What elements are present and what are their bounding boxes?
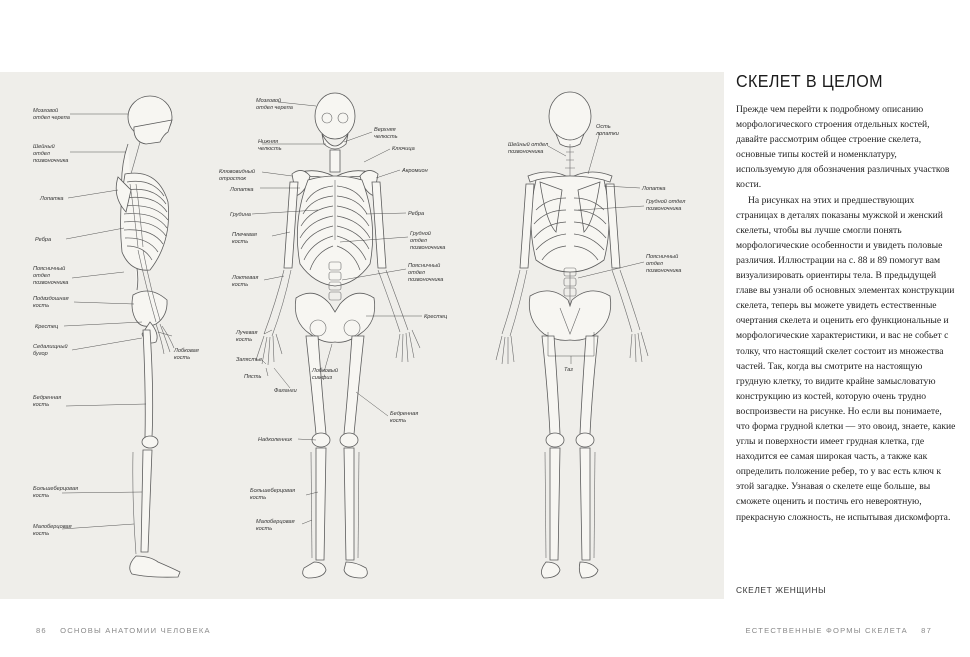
label-back-spine-of-scapula-2: лопатки <box>596 131 619 137</box>
label-side-tibia-1: Большеберцовая <box>33 486 79 492</box>
paragraph-1: Прежде чем перейти к подробному описанию морфологического строения отдельных костей, давайте рассмотрим общее строение скелета, основные типы костей и номенклатуру, используемую для обозначения различных участков кости. <box>736 104 950 191</box>
label-side-cervical-3: позвоночника <box>33 158 69 164</box>
label-side-femur-1: Бедренная <box>33 395 62 401</box>
label-side-pubic-2: кость <box>174 355 191 361</box>
back-skeleton <box>496 92 648 578</box>
label-front-fibula-1: Малоберцовая <box>256 519 295 525</box>
label-front-humerus-2: кость <box>232 239 249 245</box>
label-back-cervical-1: Шейный отдел <box>508 142 549 148</box>
label-front-radius-1: Лучевая <box>236 330 258 336</box>
skeleton-drawings <box>0 72 724 599</box>
label-front-tibia-2: кость <box>250 495 267 501</box>
label-front-thoracic-1: Грудной <box>410 231 431 237</box>
label-side-sacrum: Крестец <box>35 324 59 330</box>
folio-left <box>36 626 211 635</box>
label-side-lumbar-3: позвоночника <box>33 280 69 286</box>
label-side-skull-1: Мозговой <box>33 108 59 114</box>
label-front-mandible-2: челюсть <box>258 146 282 152</box>
page-number-left: 86 <box>36 626 47 635</box>
label-front-femur-2: кость <box>390 418 407 424</box>
label-front-ulna-2: кость <box>232 282 249 288</box>
label-side-lumbar-2: отдел <box>33 273 50 279</box>
label-side-fibula-2: кость <box>33 531 50 537</box>
text-column <box>736 72 956 525</box>
label-back-lumbar-1: Поясничный <box>646 254 679 260</box>
label-front-acromion: Акромион <box>402 168 428 174</box>
label-front-skull-2: отдел черепа <box>256 105 293 111</box>
label-front-humerus-1: Плечевая <box>232 232 257 238</box>
label-front-phalanges: Фаланги <box>274 388 297 394</box>
label-back-cervical-2: позвоночника <box>508 149 544 155</box>
section-title: СКЕЛЕТ В ЦЕЛОМ <box>736 71 883 91</box>
label-side-pubic-1: Лобковая <box>174 348 199 354</box>
running-title-right: ЕСТЕСТВЕННЫЕ ФОРМЫ СКЕЛЕТА <box>745 626 908 635</box>
label-side-lumbar-1: Поясничный <box>33 266 66 272</box>
label-side-scapula: Лопатка <box>40 196 64 202</box>
label-front-maxilla-1: Верхняя <box>374 127 396 133</box>
page-number-right: 87 <box>921 626 932 635</box>
label-side-fibula-1: Малоберцовая <box>33 524 72 530</box>
label-front-scapula: Лопатка <box>230 187 254 193</box>
label-front-thoracic-2: отдел <box>410 238 427 244</box>
label-front-coracoid-2: отросток <box>219 176 247 182</box>
label-front-sacrum: Крестец <box>424 314 448 320</box>
label-front-symphysis-1: Лобковый <box>312 368 338 374</box>
label-front-patella: Надколенник <box>258 437 293 443</box>
figure-caption: СКЕЛЕТ ЖЕНЩИНЫ <box>736 585 827 595</box>
label-front-clavicle: Ключица <box>392 146 415 152</box>
running-title-left: ОСНОВЫ АНАТОМИИ ЧЕЛОВЕКА <box>60 626 211 635</box>
label-front-tibia-1: Большеберцовая <box>250 488 296 494</box>
label-front-mandible-1: Нижняя <box>258 139 279 145</box>
label-front-carpus: Запястье <box>236 357 263 363</box>
label-front-lumbar-3: позвоночника <box>408 277 444 283</box>
label-front-skull-1: Мозговой <box>256 98 282 104</box>
label-front-radius-2: кость <box>236 337 253 343</box>
label-side-ilium-2: кость <box>33 303 50 309</box>
label-back-scapula: Лопатка <box>642 186 666 192</box>
label-front-symphysis-2: симфиз <box>312 375 333 381</box>
label-front-femur-1: Бедренная <box>390 411 419 417</box>
folio-right <box>746 626 932 635</box>
paragraph-2: На рисунках на этих и предшествующих страницах в деталях показаны мужской и женский скелеты, чтобы вы лучше смогли понять морфологические особенности и увидеть половые различия. Иллюстрации на с. 88 и 89 помогут вам визуализировать ориентиры тела. В предыдущей главе вы узнали об основных элементах конструкции скелета, теперь вы можете увидеть естественные очертания скелета и оценить его функциональные и морфологические характеристики, и вас не собьет с толку, что настоящий скелет состоит из множества частей. Так, когда вы смотрите на настоящую грудную клетку, то видите крайне замысловатую конструкцию из костей, которую очень трудно воспроизвести на рисунке. Но если вы понимаете, что форма грудной клетки — это овоид, знаете, какие углы и поверхности имеет грудная клетка, где находится ее самая широкая часть, а также как определить положение ребер, то у вас есть ключ к этой загадке. Узнавая о скелете еще больше, вы сможете оценить и постичь его невероятную, прекрасную сложность, не испытывая дискомфорта. <box>736 194 956 523</box>
label-front-metacarpus: Пясть <box>244 374 262 380</box>
label-front-thoracic-3: позвоночника <box>410 245 446 251</box>
label-side-femur-2: кость <box>33 402 50 408</box>
label-side-skull-2: отдел черепа <box>33 115 70 121</box>
label-front-ribs: Ребра <box>408 211 425 217</box>
side-skeleton <box>116 96 180 577</box>
label-front-fibula-2: кость <box>256 526 273 532</box>
label-back-pelvis: Таз <box>564 367 573 373</box>
label-back-spine-of-scapula-1: Ость <box>596 124 611 130</box>
front-skeleton <box>256 93 420 578</box>
label-back-thoracic-2: позвоночника <box>646 206 682 212</box>
label-side-cervical-2: отдел <box>33 151 50 157</box>
label-front-maxilla-2: челюсть <box>374 134 398 140</box>
label-front-ulna-1: Локтевая <box>232 275 259 281</box>
label-back-lumbar-2: отдел <box>646 261 663 267</box>
label-front-coracoid-1: Клювовидный <box>219 169 255 175</box>
label-side-ischial-2: бугор <box>33 351 48 357</box>
label-side-ribs: Ребра <box>35 237 52 243</box>
label-side-tibia-2: кость <box>33 493 50 499</box>
label-front-sternum: Грудина <box>230 212 251 218</box>
label-back-lumbar-3: позвоночника <box>646 268 682 274</box>
label-side-ischial-1: Седалищный <box>33 344 68 350</box>
label-front-lumbar-1: Поясничный <box>408 263 441 269</box>
label-front-lumbar-2: отдел <box>408 270 425 276</box>
label-side-cervical-1: Шейный <box>33 144 55 150</box>
label-back-thoracic-1: Грудной отдел <box>646 199 686 205</box>
skeleton-illustration-plate <box>0 72 724 599</box>
label-side-ilium-1: Подвздошная <box>33 296 69 302</box>
